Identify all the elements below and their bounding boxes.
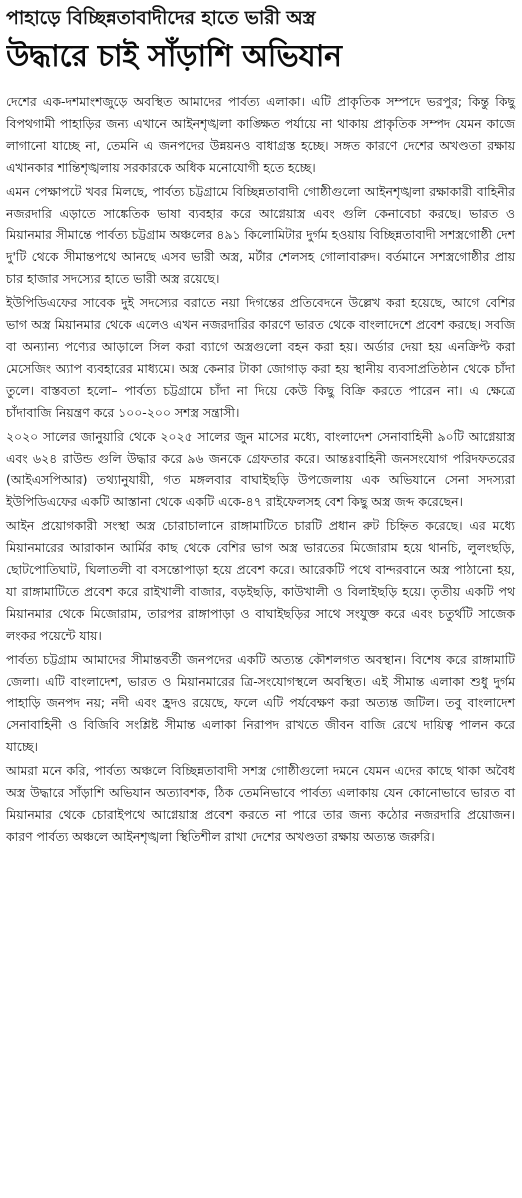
paragraph-2: এমন পেক্ষাপটে খবর মিলছে, পার্বত্য চট্টগ্রামে বিচ্ছিন্নতাবাদী গোষ্ঠীগুলো আইনশৃঙ্খলা রক্ষাকারী বাহিনীর নজরদারি এড়াতে সাঙ্কেতিক ভাষা ব্যবহার করে আগ্নেয়াস্ত্র এবং গুলি কেনাবেচা করছে। ভারত ও মিয়ানমার সীমান্তে পার্বত্য চট্টগ্রাম অঞ্চলের ৪৯১ কিলোমিটার দুর্গম হওয়ায় বিচ্ছিন্নতাবাদী সশস্ত্রগোষ্ঠী দেশ দু'টি থেকে সীমান্তপথে আনছে এসব ভারী অস্ত্র, মর্টার শেলসহ গোলাবারুদ। বর্তমানে সশস্ত্রগোষ্ঠীর প্রায় চার হাজার সদস্যের হাতে ভারী অস্ত্র রয়েছে। (6, 183, 515, 287)
article-body (6, 91, 515, 848)
paragraph-6: পার্বত্য চট্টগ্রাম আমাদের সীমান্তবর্তী জনপদের একটি অত্যন্ত কৌশলগত অবস্থান। বিশেষ করে রাঙ্গামাটি জেলা। এটি বাংলাদেশ, ভারত ও মিয়ানমারের ত্রি-সংযোগস্থলে অবস্থিত। এই সীমান্ত এলাকা শুধু দুর্গম পাহাড়ি জনপদ নয়; নদী এবং হ্রদও রয়েছে, ফলে এটি পর্যবেক্ষণ করা অত্যন্ত জটিল। তবু বাংলাদেশ সেনাবাহিনী ও বিজিবি সংশ্লিষ্ট সীমান্ত এলাকা নিরাপদ রাখতে জীবন বাজি রেখে দায়িত্ব পালন করে যাচ্ছে। (6, 651, 515, 755)
paragraph-1: দেশের এক-দশমাংশজুড়ে অবস্থিত আমাদের পার্বত্য এলাকা। এটি প্রাকৃতিক সম্পদে ভরপুর; কিন্তু কিছু বিপথগামী পাহাড়ির জন্য এখানে আইনশৃঙ্খলা কাঙ্ক্ষিত পর্যায়ে না থাকায় প্রাকৃতিক সম্পদ যেমন কাজে লাগানো যাচ্ছে না, তেমনি এ জনপদের উন্নয়নও বাধাগ্রস্ত হচ্ছে। সঙ্গত কারণে দেশের অখণ্ডতা রক্ষায় এখানকার শান্তিশৃঙ্খলায় সরকারকে অধিক মনোযোগী হতে হচ্ছে। (6, 94, 515, 175)
paragraph-7: আমরা মনে করি, পার্বত্য অঞ্চলে বিচ্ছিন্নতাবাদী সশস্ত্র গোষ্ঠীগুলো দমনে যেমন এদের কাছে থাকা অবৈধ অস্ত্র উদ্ধারে সাঁড়াশি অভিযান অত্যাবশক, ঠিক তেমনিভাবে পার্বত্য এলাকায় যেন কোনোভাবে ভারত বা মিয়ানমার থেকে চোরাইপথে আগ্নেয়াস্ত্র প্রবেশ করতে না পারে তার জন্য কঠোর নজরদারি প্রয়োজন। কারণ পার্বত্য অঞ্চলে আইনশৃঙ্খলা স্থিতিশীল রাখা দেশের অখণ্ডতা রক্ষায় অত্যন্ত জরুরি। (6, 763, 515, 844)
paragraph-3: ইউপিডিএফের সাবেক দুই সদস্যের বরাতে নয়া দিগন্তের প্রতিবেদনে উল্লেখ করা হয়েছে, আগে বেশির ভাগ অস্ত্র মিয়ানমার থেকে এলেও এখন নজরদারির কারণে ভারত থেকে বাংলাদেশে প্রবেশ করছে। সবজি বা অন্যান্য পণ্যের আড়ালে সিল করা ব্যাগে অস্ত্রগুলো বহন করা হয়। অর্ডার দেয়া হয় এনক্রিপ্ট করা মেসেজিং অ্যাপ ব্যবহারের মাধ্যমে। অস্ত্র কেনার টাকা জোগাড় করা হয় স্থানীয় ব্যবসাপ্রতিষ্ঠান থেকে চাঁদা তুলে। বাস্তবতা হলো– পার্বত্য চট্টগ্রামে চাঁদা না দিয়ে কেউ কিছু বিক্রি করতে পারেন না। এ ক্ষেত্রে চাঁদাবাজি নিয়ন্ত্রণ করে ১০০-২০০ সশস্ত্র সন্ত্রাসী। (6, 295, 515, 420)
paragraph-4: ২০২০ সালের জানুয়ারি থেকে ২০২৫ সালের জুন মাসের মধ্যে, বাংলাদেশ সেনাবাহিনী ৯০টি আগ্নেয়াস্ত্র এবং ৬২৪ রাউন্ড গুলি উদ্ধার করে ৯৬ জনকে গ্রেফতার করে। আন্তঃবাহিনী জনসংযোগ পরিদফতরের (আইএসপিআর) তথ্যানুযায়ী, গত মঙ্গলবার বাঘাইছড়ি উপজেলায় এক অভিযানে সেনা সদস্যরা ইউপিডিএফের একটি আস্তানা থেকে একটি একে-৪৭ রাইফেলসহ বেশ কিছু অস্ত্র জব্দ করেছেন। (6, 428, 515, 510)
paragraph-5: আইন প্রয়োগকারী সংস্থা অস্ত্র চোরাচালানে রাঙ্গামাটিতে চারটি প্রধান রুট চিহ্নিত করেছে। এর মধ্যে মিয়ানমারের আরাকান আর্মির কাছ থেকে বেশির ভাগ অস্ত্র ভারতের মিজোরাম হয়ে থানচি, লুলংছড়ি, ছোটপোতিঘাট, ঘিলাতলী বা বসন্তোপাড়া হয়ে প্রবেশ করে। আরেকটি পথে বান্দরবানে অস্ত্র পাঠানো হয়, যা রাঙ্গামাটিতে প্রবেশ করে রাইখালী বাজার, বড়ইছড়ি, কাউখালী ও বিলাইছড়ি হয়ে। তৃতীয় একটি পথ মিয়ানমার থেকে মিজোরাম, তারপর রাঙ্গাপাড়া ও বাঘাইছড়ির সাথে সংযুক্ত করে এবং চতুর্থটি সাজেক লংকর পয়েন্টে যায়। (6, 518, 515, 643)
main-headline: উদ্ধারে চাই সাঁড়াশি অভিযান (6, 39, 342, 74)
kicker-headline: পাহাড়ে বিচ্ছিন্নতাবাদীদের হাতে ভারী অস্ত্র (6, 7, 316, 29)
